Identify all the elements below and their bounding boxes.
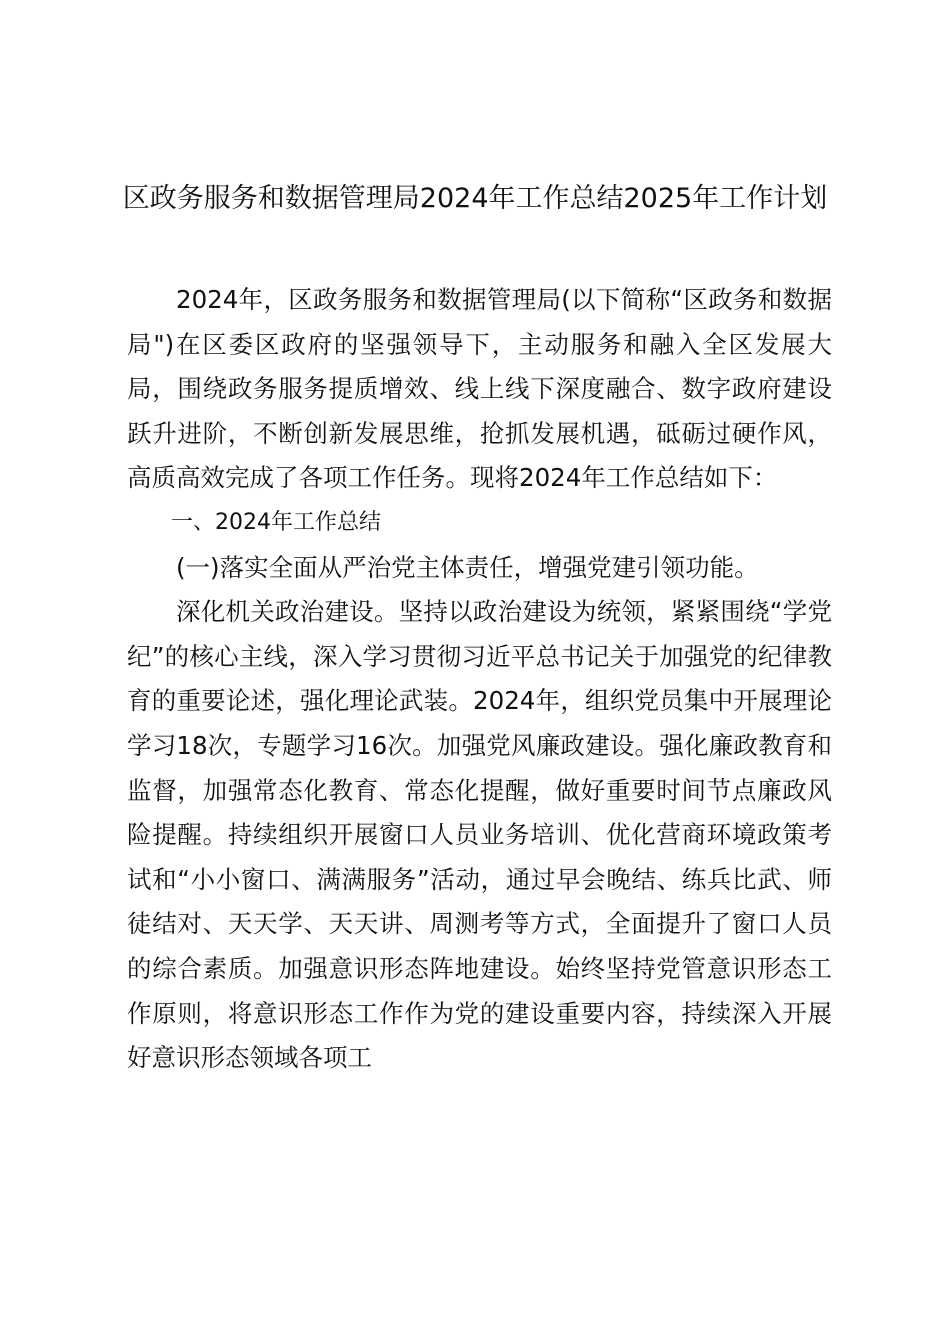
document-title: 区政务服务和数据管理局2024年工作总结2025年工作计划 [122,183,828,214]
intro-paragraph: 2024年，区政务服务和数据管理局(以下简称“区政务和数据局")在区委区政府的坚强领导下，主动服务和融入全区发展大局，围绕政务服务提质增效、线上线下深度融合、数字政府建设跃升进阶，不断创新发展思维，抢抓发展机遇，砥砺过硬作风，高质高效完成了各项工作任务。现将2024年工作总结如下： [127,285,832,493]
subsection-heading: (一)落实全面从严治党主体责任，增强党建引领功能。 [176,552,759,582]
body-paragraph: 深化机关政治建设。坚持以政治建设为统领，紧紧围绕“学党纪”的核心主线，深入学习贯彻习近平总书记关于加强党的纪律教育的重要论述，强化理论武装。2024年，组织党员集中开展理论学习18次，专题学习16次。加强党风廉政建设。强化廉政教育和监督，加强常态化教育、常态化提醒，做好重要时间节点廉政风险提醒。持续组织开展窗口人员业务培训、优化营商环境政策考试和“小小窗口、满满服务”活动，通过早会晚结、练兵比武、师徒结对、天天学、天天讲、周测考等方式，全面提升了窗口人员的综合素质。加强意识形态阵地建设。始终坚持党管意识形态工作原则，将意识形态工作作为党的建设重要内容，持续深入开展好意识形态领域各项工 [127,597,832,1073]
section-heading: 一、2024年工作总结 [171,509,381,535]
document-body [127,278,832,1081]
